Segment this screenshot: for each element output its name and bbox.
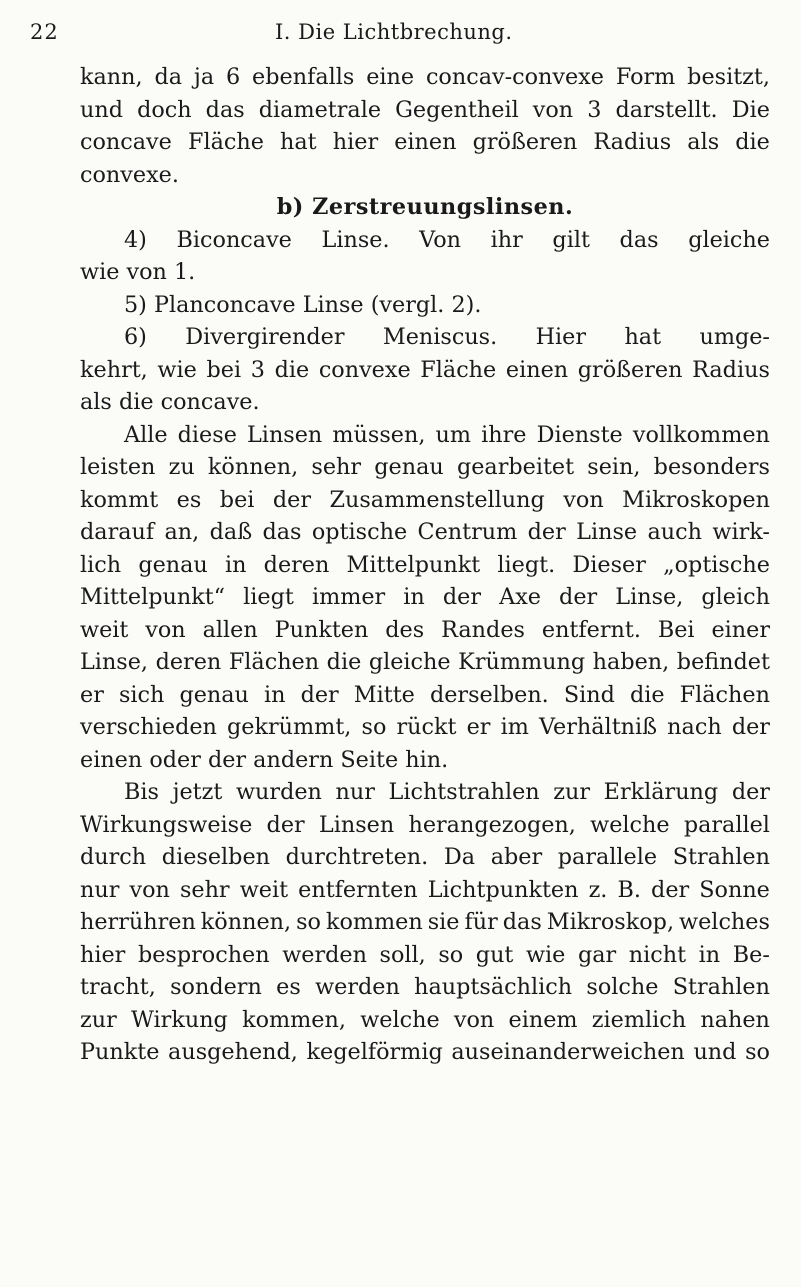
text-line: wie von 1.: [80, 259, 196, 285]
text-line: Mittelpunkt“ liegt immer in der Axe der Linse, gleich: [80, 584, 770, 610]
text-line: darauf an, daß das optische Centrum der Linse auch wirk-: [80, 519, 770, 545]
paragraph-start: Alle diese Linsen müssen, um ihre Dienste vollkommen: [124, 421, 770, 448]
page-number: 22: [30, 20, 59, 44]
text-line: Wirkungsweise der Linsen herangezogen, welche parallel: [80, 811, 770, 838]
list-item: 5) Planconcave Linse (vergl. 2).: [124, 291, 482, 318]
text-line: als die concave.: [80, 389, 260, 415]
text-line: kehrt, wie bei 3 die convexe Fläche einen größeren Radius: [80, 356, 770, 383]
text-line: nur von sehr weit entfernten Lichtpunkten z. B. der Sonne: [80, 876, 770, 903]
text-line: einen oder der andern Seite hin.: [80, 746, 449, 773]
text-line: tracht, sondern es werden hauptsächlich solche Strahlen: [80, 974, 770, 1000]
text-line: durch dieselben durchtreten. Da aber parallele Strahlen: [80, 844, 770, 870]
text-line: zur Wirkung kommen, welche von einem ziemlich nahen: [80, 1006, 770, 1033]
text-line: Linse, deren Flächen die gleiche Krümmung haben, befindet: [80, 649, 770, 675]
running-head: [30, 20, 770, 50]
section-heading: b) Zerstreuungslinsen.: [276, 194, 574, 220]
text-line: leisten zu können, sehr genau gearbeitet sein, besonders: [80, 454, 770, 480]
text-line: kann, da ja 6 ebenfalls eine concav-convexe Form besitzt,: [80, 64, 770, 90]
text-line: er sich genau in der Mitte derselben. Sind die Flächen: [80, 681, 770, 708]
list-item: 6) Divergirender Meniscus. Hier hat umge-: [124, 324, 770, 350]
text-line: herrühren können, so kommen sie für das Mikroskop, welches: [80, 909, 770, 935]
chapter-title: I. Die Lichtbrechung.: [275, 20, 513, 44]
list-item: 4) Biconcave Linse. Von ihr gilt das gleiche: [124, 226, 770, 253]
body-text: [80, 61, 770, 1069]
text-line: Punkte ausgehend, kegelförmig auseinanderweichen und so: [80, 1039, 770, 1065]
text-line: kommt es bei der Zusammenstellung von Mikroskopen: [80, 486, 770, 513]
text-line: hier besprochen werden soll, so gut wie gar nicht in Be-: [80, 941, 770, 968]
text-line: weit von allen Punkten des Randes entfernt. Bei einer: [80, 616, 770, 643]
text-line: und doch das diametrale Gegentheil von 3 darstellt. Die: [80, 96, 770, 123]
text-line: lich genau in deren Mittelpunkt liegt. Dieser „optische: [80, 551, 770, 578]
text-line: verschieden gekrümmt, so rückt er im Verhältniß nach der: [80, 714, 770, 740]
text-line: concave Fläche hat hier einen größeren Radius als die: [80, 129, 770, 155]
text-line: convexe.: [80, 161, 179, 188]
paragraph-start: Bis jetzt wurden nur Lichtstrahlen zur Erklärung der: [124, 779, 770, 805]
